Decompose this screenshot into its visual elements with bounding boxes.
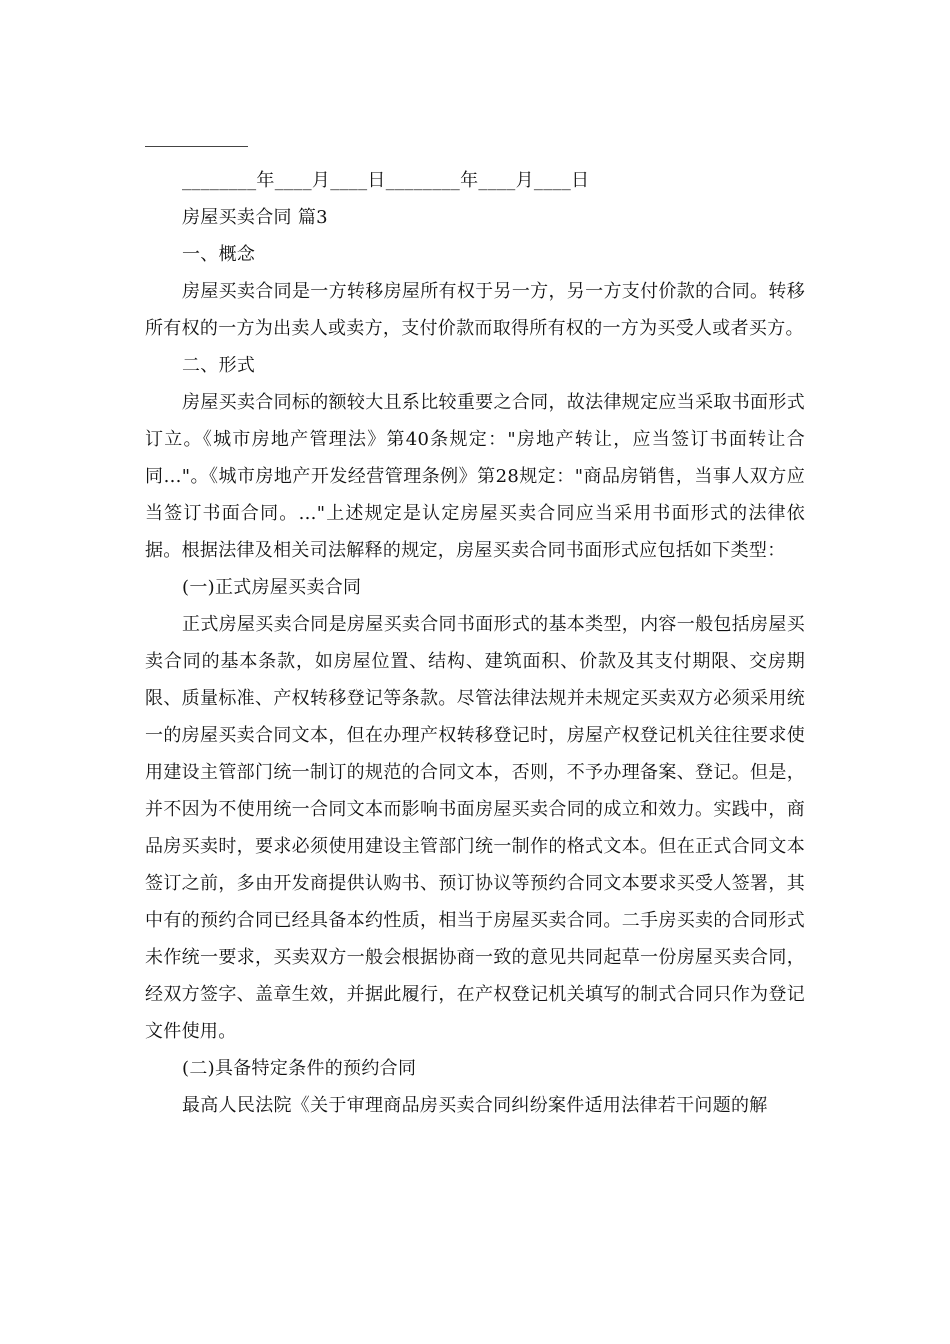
subsection-2-body: 最高人民法院《关于审理商品房买卖合同纠纷案件适用法律若干问题的解 <box>182 1095 768 1116</box>
signature-line <box>145 146 248 147</box>
section-2-heading: 二、形式 <box>182 355 256 376</box>
subsection-2-heading: (二)具备特定条件的预约合同 <box>182 1058 417 1079</box>
subsection-1-heading: (一)正式房屋买卖合同 <box>182 577 362 598</box>
section-1-heading: 一、概念 <box>182 244 256 265</box>
signature-dates: ________年____月____日________年____月____日 <box>182 170 590 191</box>
contract-title: 房屋买卖合同 篇3 <box>182 207 328 228</box>
section-2-body: 房屋买卖合同标的额较大且系比较重要之合同，故法律规定应当采取书面形式订立。《城市房地产管理法》第40条规定："房地产转让，应当签订书面转让合同…"。《城市房地产开发经营管理条例》第28规定："商品房销售，当事人双方应当签订书面合同。…"上述规定是认定房屋买卖合同应当采用书面形式的法律依据。根据法律及相关司法解释的规定，房屋买卖合同书面形式应包括如下类型： <box>145 392 805 561</box>
section-1-body: 房屋买卖合同是一方转移房屋所有权于另一方，另一方支付价款的合同。转移所有权的一方为出卖人或卖方，支付价款而取得所有权的一方为买受人或者买方。 <box>145 281 805 339</box>
document-body <box>145 162 805 1124</box>
subsection-1-body: 正式房屋买卖合同是房屋买卖合同书面形式的基本类型，内容一般包括房屋买卖合同的基本条款，如房屋位置、结构、建筑面积、价款及其支付期限、交房期限、质量标准、产权转移登记等条款。尽管法律法规并未规定买卖双方必须采用统一的房屋买卖合同文本，但在办理产权转移登记时，房屋产权登记机关往往要求使用建设主管部门统一制订的规范的合同文本，否则，不予办理备案、登记。但是，并不因为不使用统一合同文本而影响书面房屋买卖合同的成立和效力。实践中，商品房买卖时，要求必须使用建设主管部门统一制作的格式文本。但在正式合同文本签订之前，多由开发商提供认购书、预订协议等预约合同文本要求买受人签署，其中有的预约合同已经具备本约性质，相当于房屋买卖合同。二手房买卖的合同形式未作统一要求，买卖双方一般会根据协商一致的意见共同起草一份房屋买卖合同，经双方签字、盖章生效，并据此履行，在产权登记机关填写的制式合同只作为登记文件使用。 <box>145 614 805 1042</box>
